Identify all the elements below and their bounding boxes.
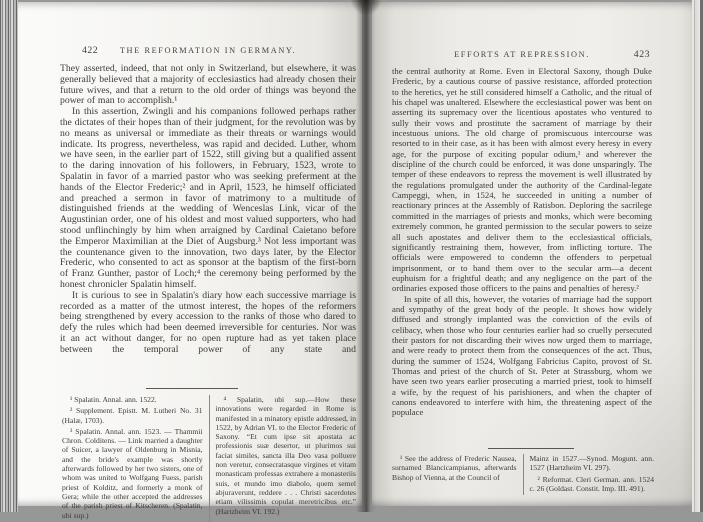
footnote: Mainz in 1527.—Synod. Mogunt. ann. 1527 (Hartzheim VI. 297). xyxy=(529,454,654,473)
book-page-edges-left xyxy=(0,0,18,512)
paragraph: In this assertion, Zwingli and his companions followed perhaps rather the dictates of their hopes than of their judgment, for the revolution was by no means as universal or immediate as their threats or warnings would indicate. Its progress, nevertheless, was rapid and decided. Luther, whom we have seen, in the earlier part of 1522, still giving but a qualified assent to the daring innovation of his followers, in February, 1523, wrote to Spalatin in favor of a married pastor who was seeking preferment at the hands of the Elector Frederic;² and in April, 1523, he himself officiated and preached a sermon in favor of matrimony to a multitude of distinguished friends at the wedding of Wenceslas Link, vicar of the Augustinian order, one of his oldest and most valued supporters, who had stood unflinchingly by him when arraigned by Cardinal Caietano before the Emperor Maximilian at the Diet of Augsburg.³ Not less important was the countenance given to the innovation, two days later, by the Elector Frederic, who consented to act as sponsor at the baptism of the first-born of Franz Gunther, pastor of Loch;⁴ the ceremony being performed by the honest chronicler Spalatin himself. xyxy=(60,106,356,290)
footnote: ² Supplement. Epistt. M. Lutheri No. 31 (Halæ, 1703). xyxy=(62,406,203,425)
running-header-right: EFFORTS AT REPRESSION. xyxy=(454,50,590,59)
book-page-edges-right xyxy=(692,0,703,512)
footnote: ¹ Spalatin. Annal. ann. 1522. xyxy=(70,395,157,404)
footnote: ³ Spalatin. Annal. ann. 1523. — Thammii Chron. Colditens. — Link married a daughter of Suicer, a lawyer of Oldenburg in Misnia, and the bride's example was shortly afterwards followed by her two sisters, one of whom was united to Wolfgang Fuess, parish priest of Kolditz, and formerly a monk of Gera; while the other accepted the addresses of the parish priest of Kitscheren. (Spalatin, ubi sup.) xyxy=(62,426,203,520)
footnote-separator xyxy=(146,388,238,389)
spine-top-shadow xyxy=(350,0,382,16)
footnote-column xyxy=(209,395,357,522)
footnote: ¹ See the address of Frederic Nausea, surnamed Blancicampianus, afterwards Bishop of Vienna, at the Council of xyxy=(392,454,517,482)
page-number-right: 423 xyxy=(633,49,650,60)
left-page-footnotes xyxy=(62,395,356,522)
footnote: ⁴ Spalatin, ubi sup.—How these innovations were regarded in Rome is manifested in a minatory epistle addressed, in 1522, by Adrian VI. to the Elector Frederic of Saxony. “Et cum ipse sit apostata ac professionis suæ desertor, ut plurimos sui faciat similes, sancta illa Deo vasa polluere non veretur, consecratasque virgines et vitam monasticam professas extrahere a monasteriis suis, et mundo imo diabolo, quem semel abjuraverunt, reddere . . . Christi sacerdotes etiam vilissimis copulat meretricibus etc.” (Hartzheim VI. 192.) xyxy=(215,395,356,516)
left-page-body xyxy=(60,64,356,356)
left-page xyxy=(18,2,362,520)
footnote: ² Reformat. Cleri German. ann. 1524 c. 26 (Goldast. Constit. Imp. III. 491). xyxy=(529,474,654,493)
right-page-footnotes xyxy=(392,454,654,495)
paragraph: They asserted, indeed, that not only in Switzerland, but elsewhere, it was generally believed that a majority of ecclesiastics had already chosen their future wives, and that a return to the old order of things was beyond the power of man to accomplish.¹ xyxy=(60,63,356,107)
left-page-header-row xyxy=(60,46,356,59)
paragraph: It is curious to see in Spalatin's diary how each successive marriage is recorded as a matter of the utmost interest, the hopes of the reformers being strengthened by every accession to the ranks of those who dared to defy the rules which had been deemed irreversible for centuries. Nor was it an act without danger, for no open rupture had as yet taken place between the temporal power of any state and xyxy=(60,289,356,355)
right-page-body xyxy=(392,66,652,418)
right-page xyxy=(372,2,692,506)
book-gutter-shadow xyxy=(356,0,376,512)
footnote-column xyxy=(392,454,517,495)
paragraph: In spite of all this, however, the votaries of marriage had the support and sympathy of the great body of the people. It shows how widely diffused and strongly implanted was the conviction of the evils of celibacy, when those who four centuries earlier had so cruelly persecuted their pastors for not discarding their wives now urged them to marriage, and were ready to protect them from the consequences of the act. Thus, during the summer of 1524, Wolfgang Fabricius Capito, provost of St. Thomas and priest of the church of St. Peter at Strassburg, whom we have seen two years earlier prosecuting a married priest, took to himself a wife, by the request of his parishioners, and when the chapter of canons endeavored to interfere with him, the threatening aspect of the populace xyxy=(392,293,652,418)
footnote-separator xyxy=(488,448,574,449)
page-number-left: 422 xyxy=(82,45,99,56)
running-header-left: THE REFORMATION IN GERMANY. xyxy=(119,46,297,55)
paragraph: the central authority at Rome. Even in Electoral Saxony, though Duke Frederic, by a cautious course of passive resistance, afforded protection to the heretics, yet he still considered himself a Catholic, and the ritual of his chapel was unaltered. Elsewhere the ecclesiastical power was bent on asserting its supremacy over the licentious apostates who ventured to sully their vows and prostitute the sacrament of marriage by their incestuous unions. The old charge of promiscuous intercourse was resorted to in their case, as it has been with almost every heresy in every age, for the purpose of exciting popular odium,¹ and wherever the discipline of the church could be enforced, it was done unsparingly. The temper of these endeavors to repress the movement is well illustrated by the regulations promulgated under the authority of the Cardinal-legate Campeggi, when, in 1524, he succeeded in uniting a number of reactionary princes at the Assembly of Ratisbon. Deploring the sacrilege committed in the marriages of priests and monks, which were becoming extremely common, he granted permission to the secular powers to seize all such apostates and deliver them to the ecclesiastical officials, significantly restraining them, however, from inflicting torture. The officials were empowered to condemn the offenders to perpetual imprisonment, or to hand them over to the secular arm—a decent euphuism for a frightful death; and any negligence on the part of the ordinaries exposed those officers to the pains and penalties of heresy.² xyxy=(392,66,652,294)
footnote-column xyxy=(523,454,655,495)
right-page-header-row xyxy=(392,50,652,63)
footnote-column xyxy=(62,395,203,522)
